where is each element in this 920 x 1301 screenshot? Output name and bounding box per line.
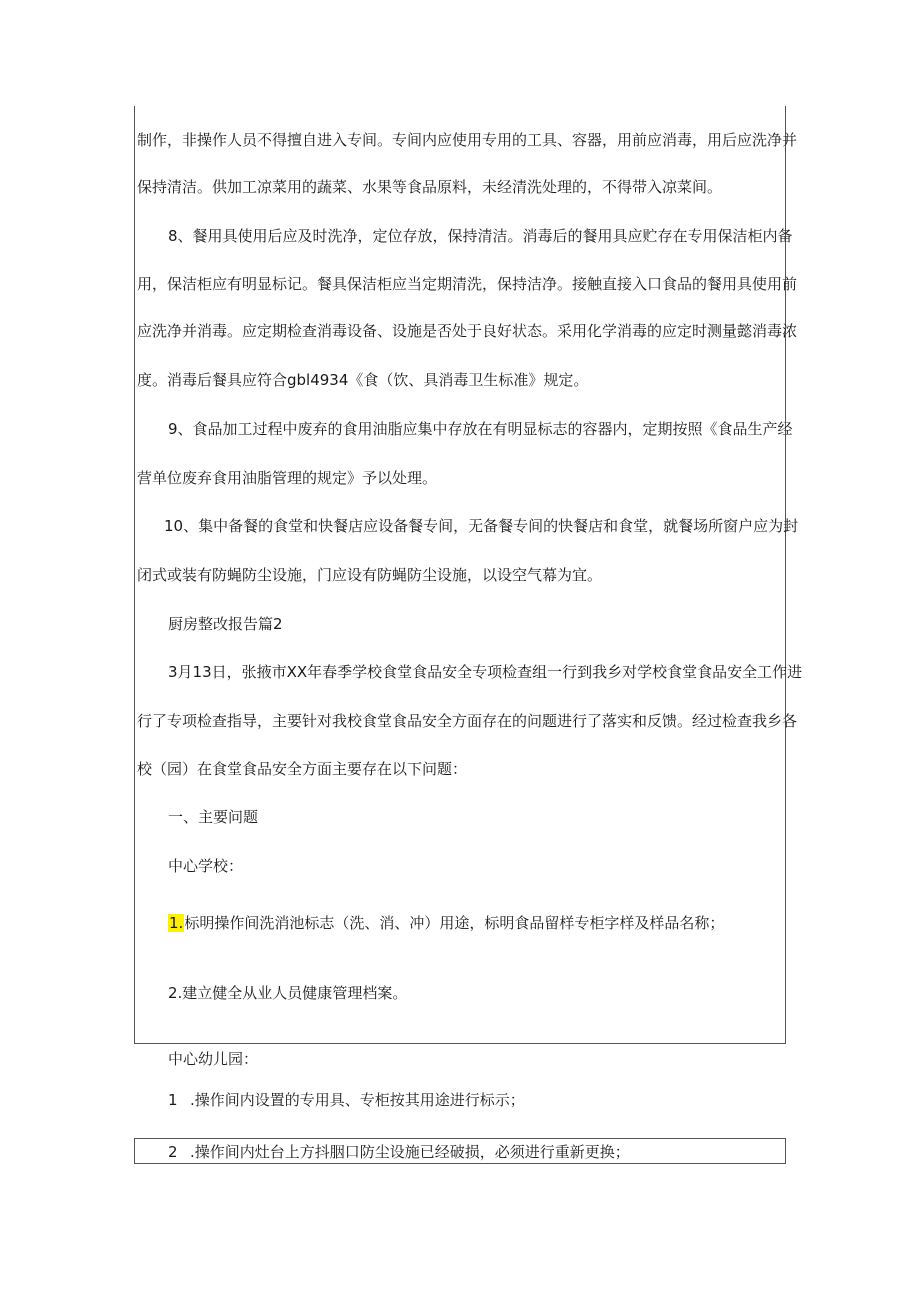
kindergarten-item-2 xyxy=(168,1142,818,1162)
section-heading: 厨房整改报告篇2 xyxy=(168,615,283,633)
kindergarten-item-1-text: .操作间内设置的专用具、专柜按其用途进行标示； xyxy=(190,1091,525,1109)
intro-line-3: 校（园）在食堂食品安全方面主要存在以下问题： xyxy=(137,760,468,778)
paragraph-8-line-1: 8、餐用具使用后应及时洗净，定位存放，保持清洁。消毒后的餐用具应贮存在专用保洁柜内备 xyxy=(168,227,793,245)
kindergarten-item-2-number: 2 xyxy=(168,1143,178,1161)
paragraph-7-line-1: 制作，非操作人员不得擅自进入专间。专间内应使用专用的工具、容器，用前应消毒，用后应洗净并 xyxy=(137,131,798,149)
central-school-item-2: 2.建立健全从业人员健康管理档案。 xyxy=(168,984,408,1002)
kindergarten-item-1 xyxy=(168,1090,818,1110)
paragraph-8-line-3: 应洗净并消毒。应定期检查消毒设备、设施是否处于良好状态。采用化学消毒的应定时测量懿消毒浓 xyxy=(137,322,798,340)
highlighted-number: 1. xyxy=(169,914,184,932)
central-school-item-1-text: 标明操作间洗消池标志（洗、消、冲）用途，标明食品留样专柜字样及样品名称； xyxy=(184,914,725,932)
paragraph-8-line-4: 度。消毒后餐具应符合gbl4934《食（饮、具消毒卫生标准》规定。 xyxy=(137,371,589,389)
kindergarten-item-2-text: .操作间内灶台上方抖胭口防尘设施已经破损，必须进行重新更换； xyxy=(190,1143,630,1161)
paragraph-10-line-2: 闭式或装有防蝇防尘设施，门应设有防蝇防尘设施，以设空气幕为宜。 xyxy=(137,566,603,584)
intro-line-2: 行了专项检查指导，主要针对我校食堂食品安全方面存在的问题进行了落实和反馈。经过检查我乡各 xyxy=(137,712,798,730)
intro-line-1: 3月13日，张掖市XX年春季学校食堂食品安全专项检查组一行到我乡对学校食堂食品安全工作进 xyxy=(168,663,803,681)
main-issues-heading: 一、主要问题 xyxy=(168,808,259,826)
paragraph-8-line-2: 用，保洁柜应有明显标记。餐具保洁柜应当定期清洗，保持洁净。接触直接入口食品的餐用具使用前 xyxy=(137,275,798,293)
paragraph-10-line-1: 10、集中备餐的食堂和快餐店应设备餐专间，无备餐专间的快餐店和食堂，就餐场所窗户应为封 xyxy=(164,517,799,535)
central-school-label: 中心学校： xyxy=(168,857,244,875)
kindergarten-label: 中心幼儿园： xyxy=(168,1050,259,1068)
paragraph-7-line-2: 保持清洁。供加工凉菜用的蔬菜、水果等食品原料，未经清洗处理的，不得带入凉菜间。 xyxy=(137,178,723,196)
paragraph-9-line-1: 9、食品加工过程中废弃的食用油脂应集中存放在有明显标志的容器内，定期按照《食品生产经 xyxy=(168,420,793,438)
central-school-item-1 xyxy=(168,913,818,933)
kindergarten-item-1-number: 1 xyxy=(168,1091,178,1109)
paragraph-9-line-2: 营单位废弃食用油脂管理的规定》予以处理。 xyxy=(137,469,438,487)
